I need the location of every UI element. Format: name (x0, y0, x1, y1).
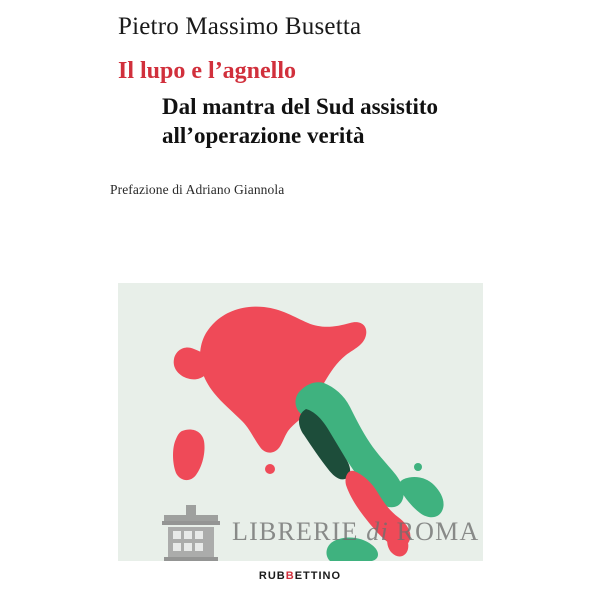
watermark-text-italic: di (366, 517, 389, 546)
book-subtitle-line-2: all’operazione verità (162, 123, 365, 149)
bookshelf-icon (160, 501, 222, 563)
publisher-accent: B (285, 570, 295, 582)
watermark-text-before: LIBRERIE (232, 517, 367, 546)
book-subtitle-line-1: Dal mantra del Sud assistito (162, 94, 439, 119)
book-author: Pietro Massimo Busetta (118, 13, 362, 40)
publisher-logo (0, 570, 600, 582)
preface-credit: Prefazione di Adriano Giannola (110, 182, 285, 197)
library-watermark (160, 498, 480, 566)
book-subtitle (162, 92, 538, 151)
publisher-part-2: ETTINO (294, 570, 342, 582)
cover-text-block (118, 12, 538, 151)
publisher-part-1: RUB (258, 570, 286, 582)
watermark-text (232, 517, 479, 547)
book-title: Il lupo e l’agnello (118, 58, 297, 84)
watermark-text-after: ROMA (388, 517, 480, 546)
